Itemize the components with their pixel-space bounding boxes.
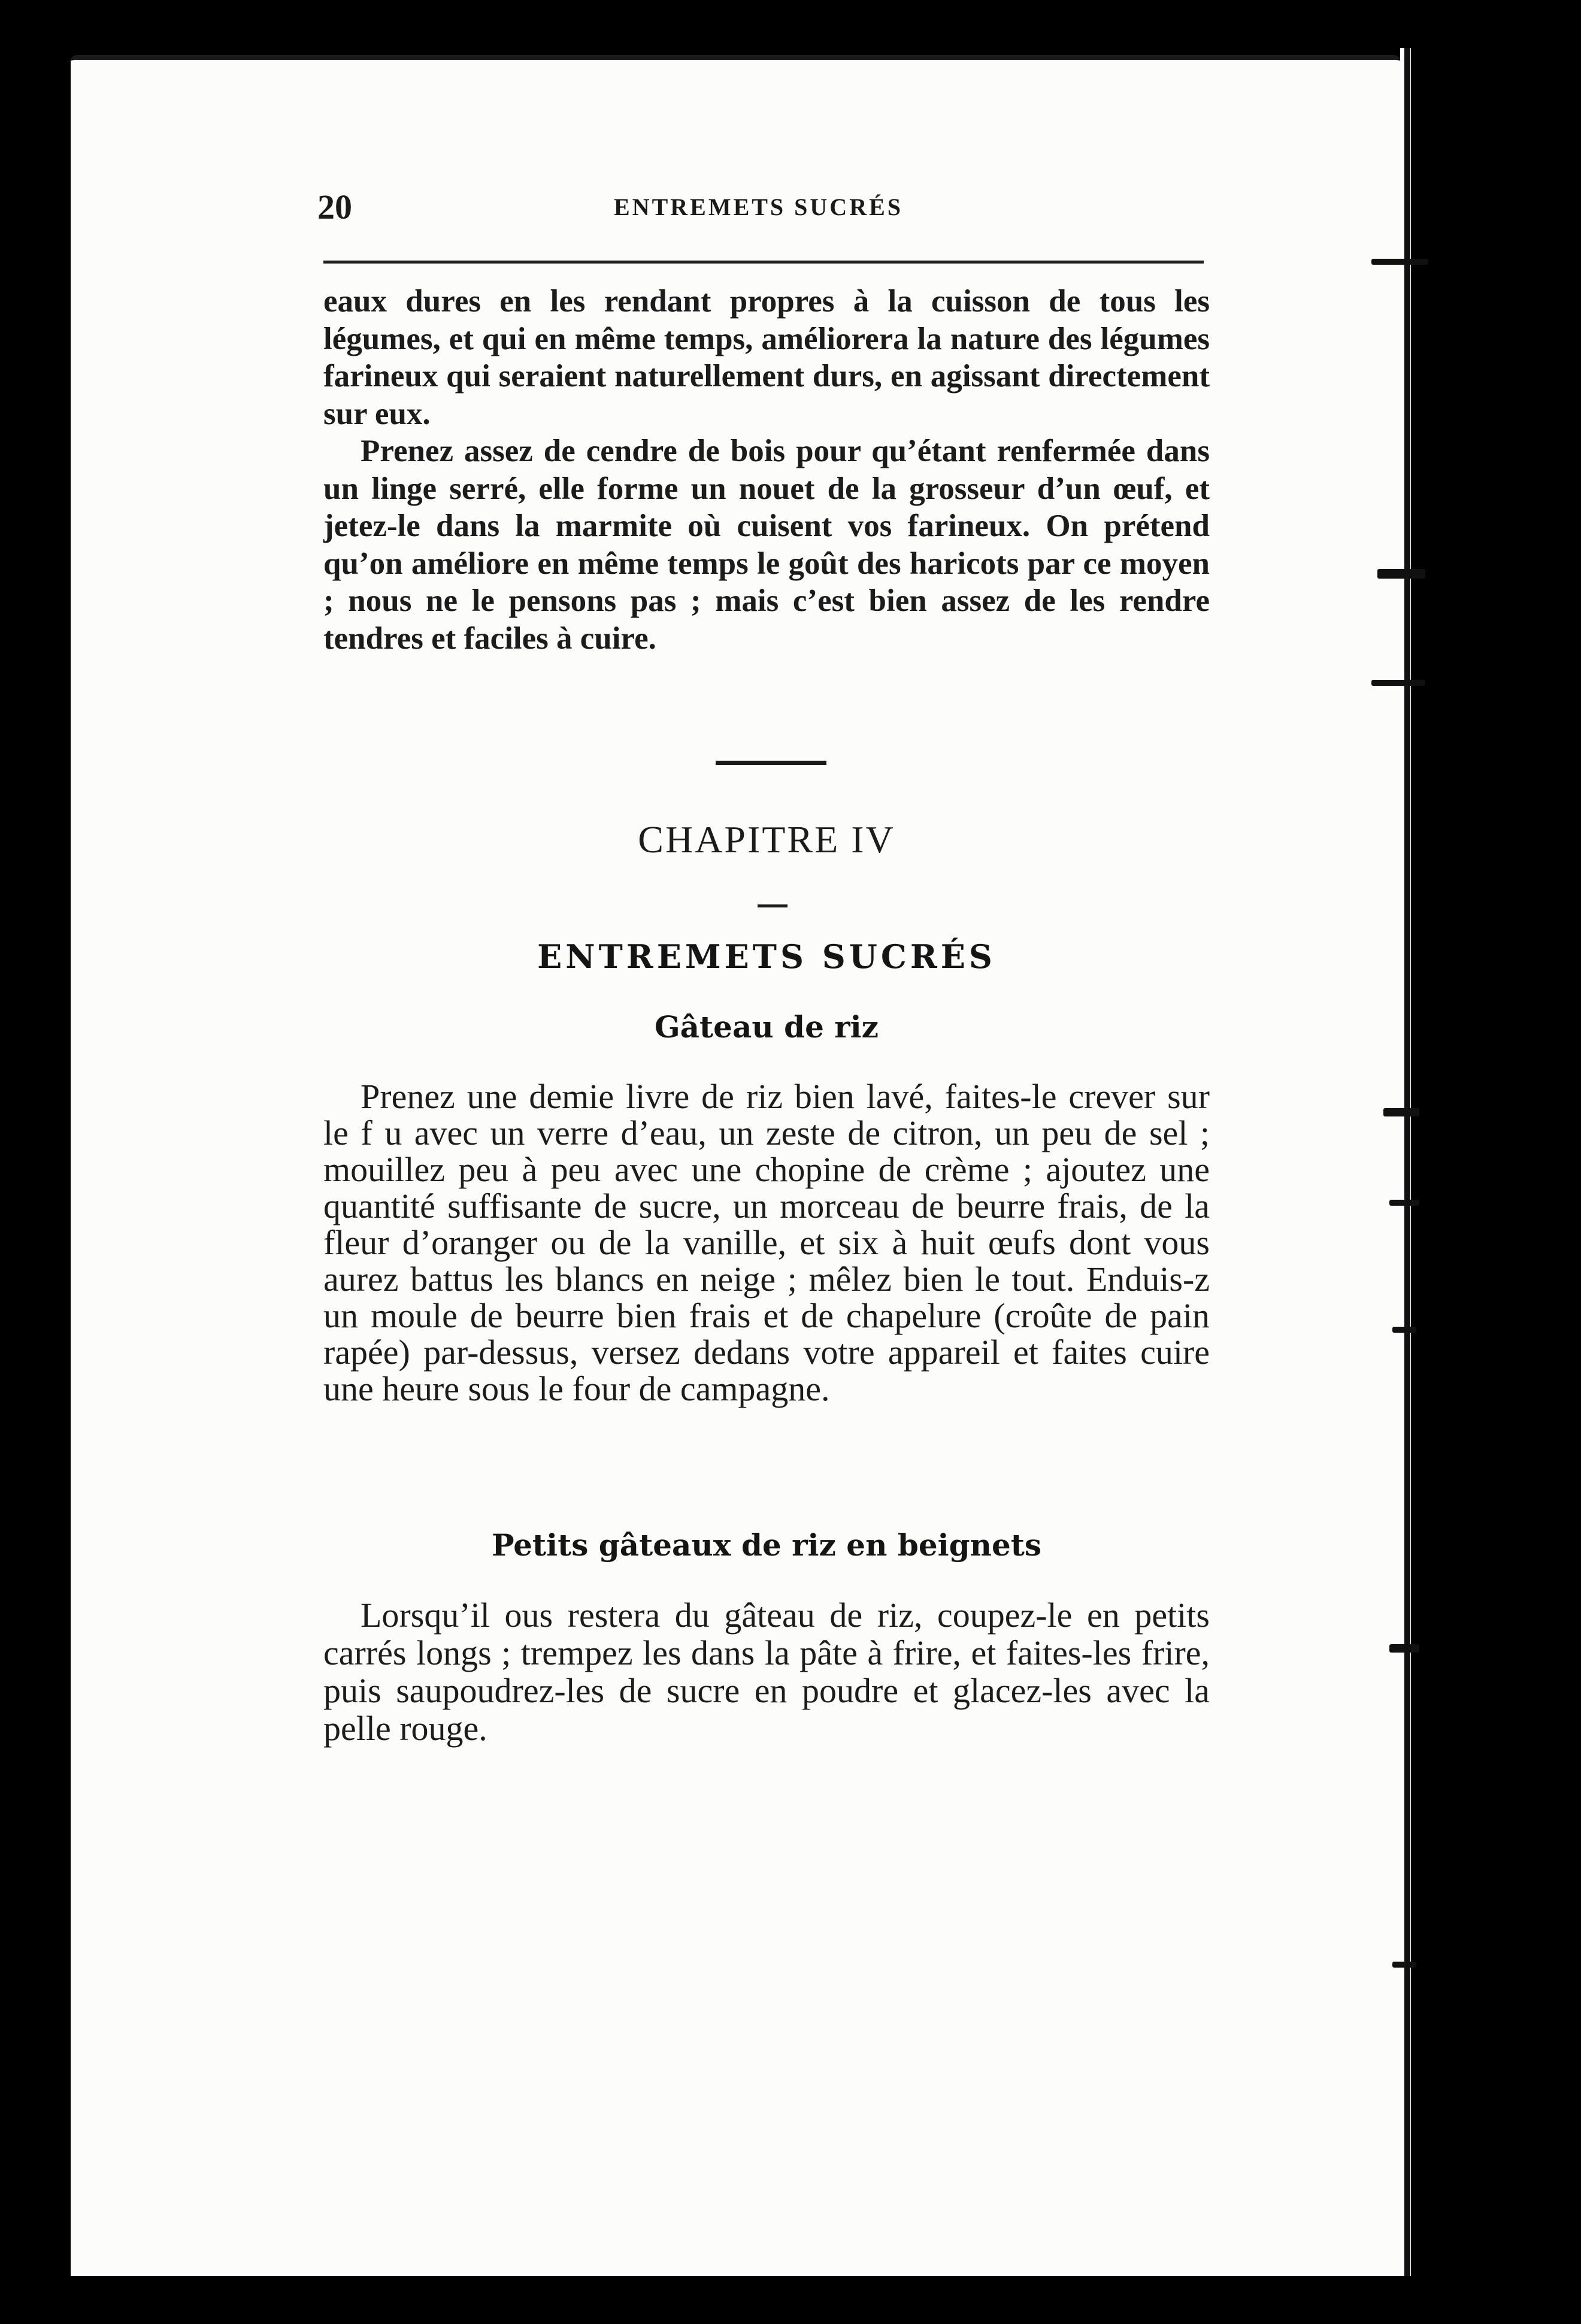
recipe-paragraph: Prenez une demie livre de riz bien lavé, faites-le crever sur le f u avec un verre d’eau, un zeste de citron, un peu de sel ; mouillez peu à peu avec une chopine de crème ; ajoutez une quantité suffisante de sucre, un morceau de beurre frais, de la fleur d’oranger ou de la vanille, et six à huit œufs dont vous aurez battus les blancs en neige ; mêlez bien le tout. Enduis-z un moule de beurre bien frais et de chapelure (croûte de pain rapée) par-dessus, versez dedans votre appareil et faites cuire une heure sous le four de campagne. (323, 1077, 1210, 1408)
binding-stitch (1389, 1200, 1419, 1206)
running-head (317, 187, 1216, 235)
binding-thread (1404, 48, 1410, 2276)
chapter-title: CHAPITRE IV (638, 818, 895, 861)
binding-stitch (1392, 1962, 1416, 1968)
binding-stitch (1392, 1327, 1416, 1333)
header-rule (323, 261, 1204, 264)
binding-stitch (1389, 1644, 1419, 1653)
intro-paragraph-1: eaux dures en les rendant propres à la cuisson de tous les légumes, et qui en même temps, améliorera la nature des légumes farineux qui seraient naturellement durs, en agissant directement sur eux. (323, 284, 1210, 431)
section-title: ENTREMETS SUCRÉS (537, 937, 996, 976)
intro-text (323, 283, 1210, 657)
section-divider (716, 761, 826, 765)
binding-stitch (1371, 259, 1428, 265)
binding-stitch (1371, 680, 1425, 686)
recipe-text (323, 1078, 1210, 1407)
recipe-title: Petits gâteaux de riz en beignets (491, 1527, 1042, 1563)
recipe-text (323, 1596, 1210, 1747)
page-number: 20 (317, 187, 352, 226)
running-title: ENTREMETS SUCRÉS (614, 193, 904, 220)
recipe-paragraph: Lorsqu’il ous restera du gâteau de riz, coupez-le en petits carrés longs ; trempez les dans la pâte à frire, et faites-les frire, puis saupoudrez-les de sucre en poudre et glacez-les avec la pelle rouge. (323, 1596, 1210, 1748)
binding-stitch (1383, 1108, 1419, 1116)
chapter-dash (758, 904, 788, 907)
intro-paragraph-2: Prenez assez de cendre de bois pour qu’étant renfermée dans un linge serré, elle forme un nouet de la grosseur d’un œuf, et jetez-le dans la marmite où cuisent vos farineux. On prétend qu’on améliore en même temps le goût des haricots par ce moyen ; nous ne le pensons pas ; mais c’est bien assez de les rendre tendres et faciles à cuire. (323, 434, 1210, 656)
binding-stitch (1377, 569, 1425, 579)
recipe-title: Gâteau de riz (654, 1009, 879, 1045)
